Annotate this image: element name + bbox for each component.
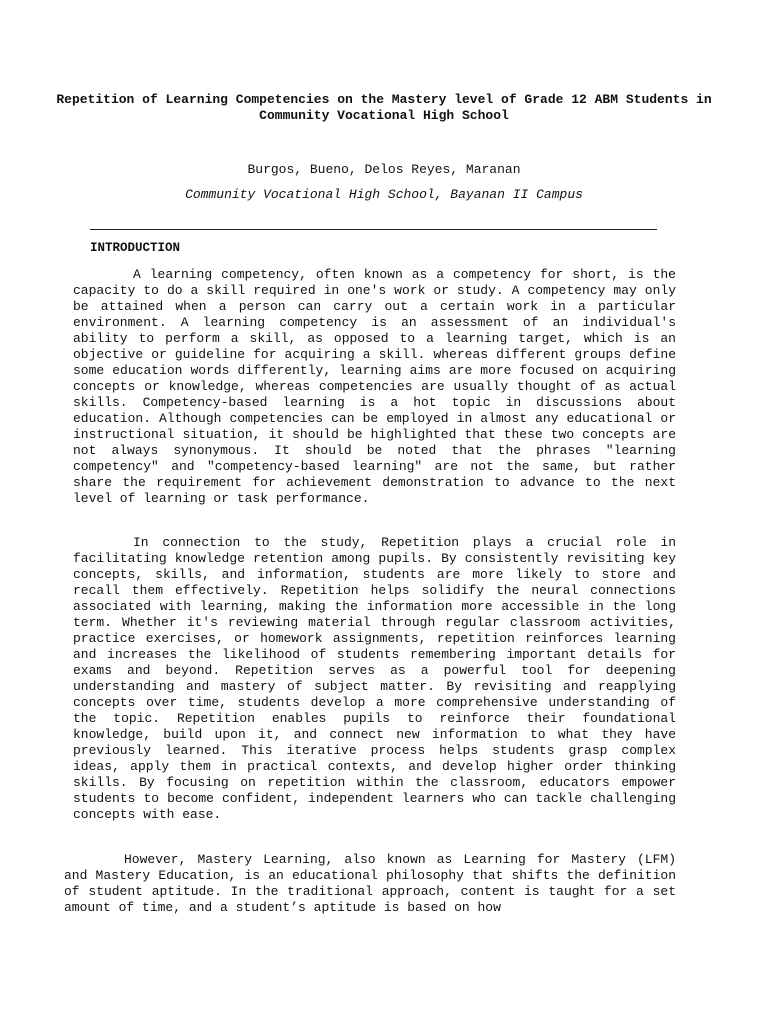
paragraph-3: However, Mastery Learning, also known as Learning for Mastery (LFM) and Mastery Education, is an educational philosophy that shifts the definition of student aptitude. In the traditional approach, content is taught for a set amount of time, and a student’s aptitude is based on how [64, 852, 676, 915]
paragraph-1: A learning competency, often known as a competency for short, is the capacity to do a skill required in one's work or study. A competency may only be attained when a person can carry out a certain work in a particular environment. A learning competency is an assessment of an individual's ability to perform a skill, as opposed to a learning target, which is an objective or guideline for acquiring a skill. whereas different groups define some education words differently, learning aims are more focused on acquiring concepts or knowledge, whereas competencies are usually thought of as actual skills. Competency-based learning is a hot topic in discussions about education. Although competencies can be employed in almost any educational or instructional situation, it should be highlighted that these two concepts are not always synonymous. It should be noted that the phrases "learning competency" and "competency-based learning" are not the same, but rather share the requirement for achievement demonstration to advance to the next level of learning or task performance. [73, 267, 676, 506]
paper-title: Repetition of Learning Competencies on the Mastery level of Grade 12 ABM Students in Community Vocational High School [56, 92, 712, 123]
author-list: Burgos, Bueno, Delos Reyes, Maranan [247, 162, 521, 177]
section-heading-introduction: INTRODUCTION [90, 241, 181, 255]
header-divider [90, 229, 657, 230]
paragraph-2: In connection to the study, Repetition plays a crucial role in facilitating knowledge retention among pupils. By consistently revisiting key concepts, skills, and information, students are more likely to store and recall them effectively. Repetition helps solidify the neural connections associated with learning, making the information more accessible in the long term. Whether it's reviewing material through regular classroom activities, practice exercises, or homework assignments, repetition reinforces learning and increases the likelihood of students remembering important details for exams and beyond. Repetition serves as a powerful tool for deepening understanding and mastery of subject matter. By revisiting and reapplying concepts over time, students develop a more comprehensive understanding of the topic. Repetition enables pupils to reinforce their foundational knowledge, build upon it, and connect new information to what they have previously learned. This iterative process helps students grasp complex ideas, apply them in practical contexts, and develop higher order thinking skills. By focusing on repetition within the classroom, educators empower students to become confident, independent learners who can tackle challenging concepts with ease. [73, 535, 676, 822]
affiliation: Community Vocational High School, Bayanan II Campus [185, 187, 583, 202]
